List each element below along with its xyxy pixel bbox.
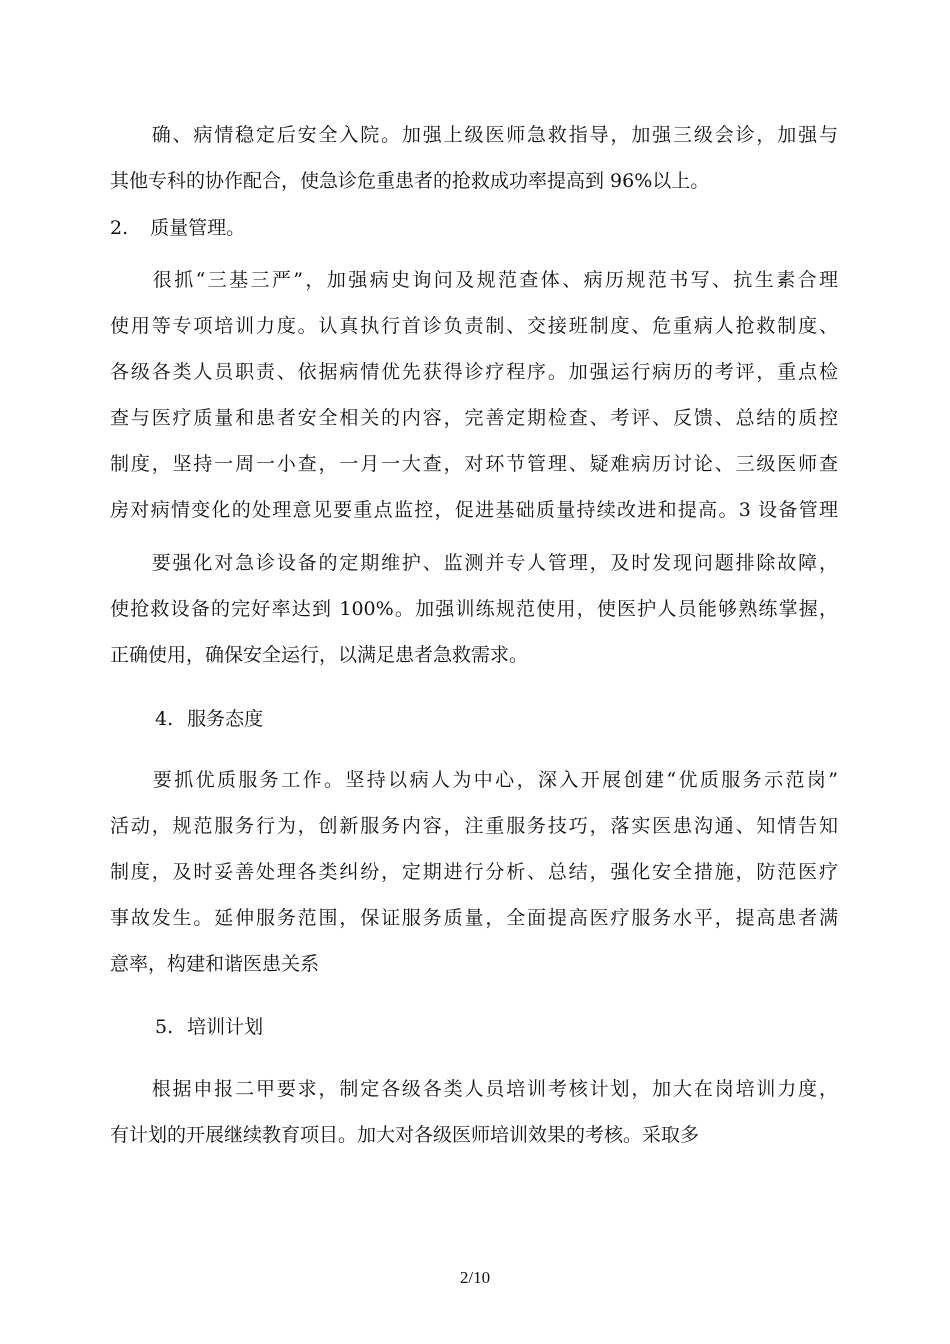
- section-heading-quality-management: [110, 215, 245, 241]
- paragraph-line: 制度，及时妥善处理各类纠纷，定期进行分析、总结，强化安全措施，防范医疗: [110, 861, 838, 883]
- paragraph-line: 房对病情变化的处理意见要重点监控，促进基础质量持续改进和提高。3 设备管理: [110, 499, 838, 521]
- paragraph-line: 要抓优质服务工作。坚持以病人为中心，深入开展创建“优质服务示范岗”: [110, 769, 838, 791]
- section-heading-training-plan: [155, 1014, 263, 1040]
- section-heading-service-attitude: [155, 706, 263, 732]
- paragraph-line: 事故发生。延伸服务范围，保证服务质量，全面提高医疗服务水平，提高患者满: [110, 907, 838, 929]
- paragraph-training-plan: [110, 1066, 838, 1158]
- heading-title: 培训计划: [187, 1016, 264, 1038]
- paragraph-line: 制度，坚持一周一小查，一月一大查，对环节管理、疑难病历讨论、三级医师查: [110, 453, 838, 475]
- paragraph-line: 正确使用，确保安全运行，以满足患者急救需求。: [110, 644, 529, 666]
- paragraph-line: 有计划的开展继续教育项目。加大对各级医师培训效果的考核。采取多: [110, 1124, 700, 1146]
- paragraph-line: 确、病情稳定后安全入院。加强上级医师急救指导，加强三级会诊，加强与: [110, 124, 838, 146]
- paragraph-line: 活动，规范服务行为，创新服务内容，注重服务技巧，落实医患沟通、知情告知: [110, 815, 838, 837]
- paragraph-line: 查与医疗质量和患者安全相关的内容，完善定期检查、考评、反馈、总结的质控: [110, 407, 838, 429]
- heading-title: 服务态度: [187, 708, 264, 730]
- heading-title: 质量管理。: [150, 217, 246, 239]
- heading-number: 5.: [155, 1016, 174, 1038]
- paragraph-line: 要强化对急诊设备的定期维护、监测并专人管理，及时发现问题排除故障，: [110, 552, 838, 574]
- heading-number: 2.: [110, 217, 129, 239]
- paragraph-line: 其他专科的协作配合，使急诊危重患者的抢救成功率提高到 96%以上。: [110, 170, 710, 192]
- paragraph-emergency-rescue: [110, 112, 838, 204]
- paragraph-quality-management: [110, 257, 838, 533]
- paragraph-line: 使抢救设备的完好率达到 100%。加强训练规范使用，使医护人员能够熟练掌握，: [110, 598, 838, 620]
- heading-number: 4.: [155, 708, 174, 730]
- paragraph-service-attitude: [110, 757, 838, 987]
- paragraph-line: 各级各类人员职责、依据病情优先获得诊疗程序。加强运行病历的考评，重点检: [110, 361, 838, 383]
- page-number: 2/10: [459, 1268, 491, 1287]
- paragraph-equipment-management: [110, 540, 838, 678]
- paragraph-line: 使用等专项培训力度。认真执行首诊负责制、交接班制度、危重病人抢救制度、: [110, 315, 838, 337]
- paragraph-line: 根据申报二甲要求，制定各级各类人员培训考核计划，加大在岗培训力度，: [110, 1078, 838, 1100]
- paragraph-line: 很抓“三基三严”，加强病史询问及规范查体、病历规范书写、抗生素合理: [110, 269, 838, 291]
- paragraph-line: 意率，构建和谐医患关系: [110, 953, 320, 975]
